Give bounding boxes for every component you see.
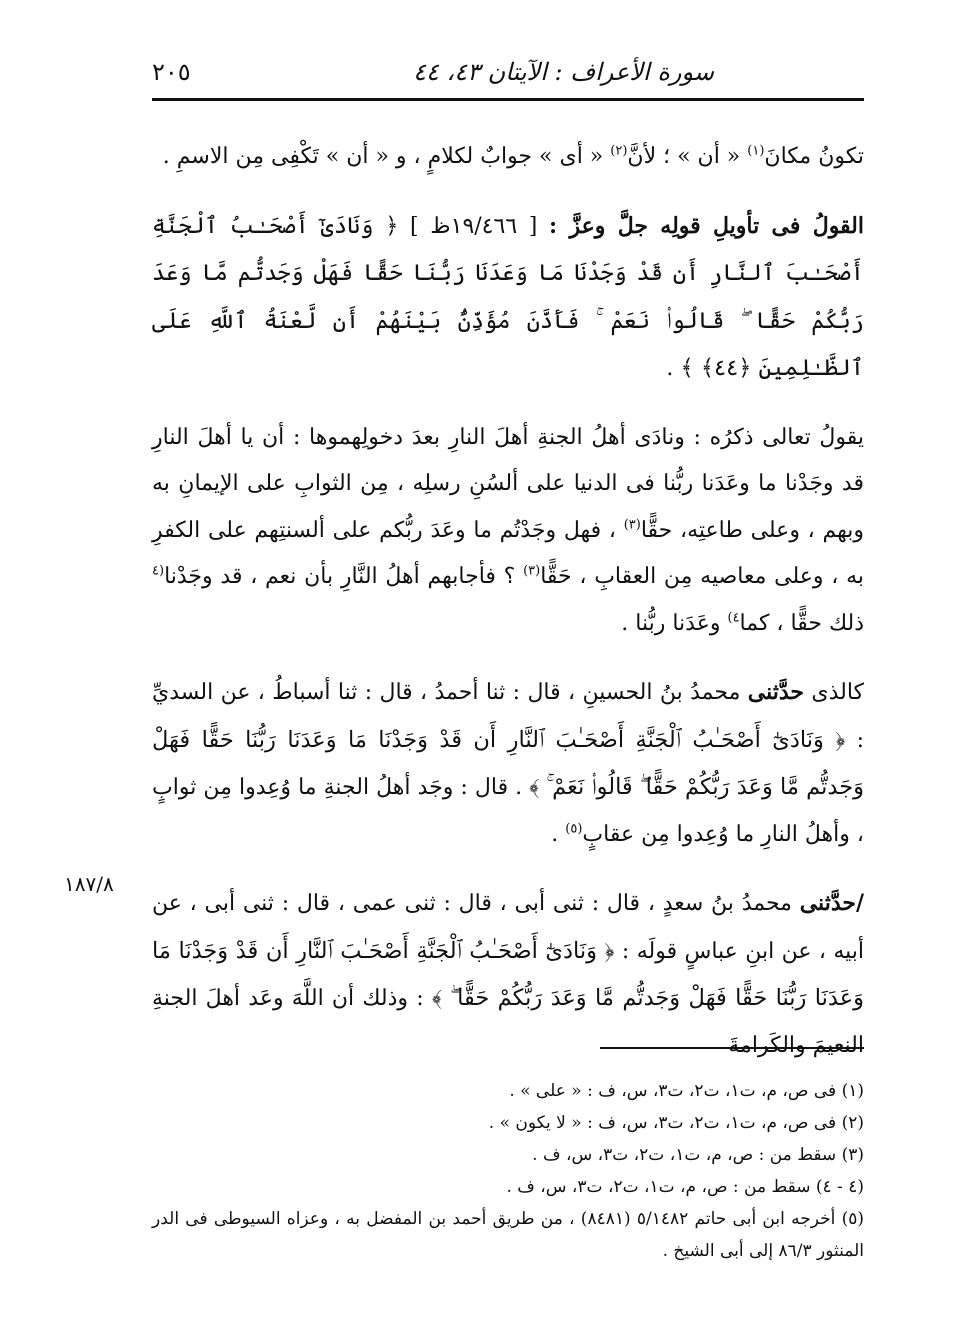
footnote-4: (٤ - ٤) سقط من : ص، م، ت١، ت٢، ت٣، س، ف .	[506, 1177, 864, 1197]
text-run: يقولُ تعالى ذكرُه : ونادَى أهلُ الجنةِ أهلَ النارِ بعدَ دخولِهموها : أن يا أهلَ النارِ قد وجَدْنا ما وعَدَنا ربُّنا فى الدنيا على ألسُنِ رسلِه ، مِن الثوابِ على الإيمانِ به وبهم ، وعلى طاعتِه، حقًّا	[152, 424, 865, 543]
text-run: . قال : وجَد أهلُ الجنةِ ما وُعِدوا مِن ثوابٍ ، وأهلُ النارِ ما وُعِدوا مِن عقابٍ	[152, 775, 864, 847]
quran-verse: ﴿ وَنَادَىٰٓ أَصْحَـٰبُ ٱلْجَنَّةِ أَصْحَـٰبَ ٱلنَّارِ أَن قَدْ وَجَدْنَا مَا وَعَدَنَا رَبُّنَا حَقًّا فَهَلْ وَجَدتُّم مَّا وَعَدَ رَبُّكُمْ حَقًّا ۖ قَالُوا۟ نَعَمْ ۚ ﴾	[152, 726, 864, 800]
footnote-3: (٣) سقط من : ص، م، ت١، ت٢، ت٣، س، ف .	[532, 1145, 864, 1165]
text-run: محمدُ بنُ سعدٍ ، قال : ثنى أبى ، قال : ثنى عمى ، قال : ثنى أبى ، عن أبيه ، عن ابنِ عباسٍ قولَه :	[152, 891, 864, 964]
footnote-ref: (٤	[152, 563, 165, 579]
footnote-ref: ٤)	[727, 610, 740, 626]
text-run: ذلك حقًّا ، كما	[739, 610, 864, 636]
text-run: محمدُ بنُ الحسينِ ، قال : ثنا أحمدُ ، قال : ثنا أسباطُ ، عن السديِّ :	[152, 680, 864, 753]
footnote-ref: (٢)	[610, 143, 628, 159]
margin-page-marker: ١٨٧/٨	[64, 872, 114, 896]
text-run: ، فهل وجَدْتُم ما وعَدَ ربُّكم على ألسنتِهم على الكفرِ به ، وعلى معاصيه مِن العقابِ ، حَقًّا	[152, 517, 864, 589]
text-run: تكونُ مكانَ	[764, 144, 864, 169]
paragraph-2	[152, 203, 864, 393]
running-header	[152, 52, 864, 101]
paragraph-4	[152, 669, 864, 858]
paragraph-3	[152, 415, 864, 648]
text-run: « أن » ؛ لأنَّ	[627, 144, 741, 169]
main-text	[152, 134, 864, 1069]
footnote-1: (١) فى ص، م، ت١، ت٢، ت٣، س، ف : « على » .	[509, 1081, 864, 1101]
footnote-2: (٢) فى ص، م، ت١، ت٢، ت٣، س، ف : « لا يكون » .	[488, 1113, 864, 1133]
footnotes	[152, 1075, 864, 1267]
isnad-keyword: حدَّثنى	[747, 679, 804, 705]
text-run: ؟ فأجابهم أهلُ النَّارِ بأن نعم ، قد وجَدْنا	[164, 564, 516, 589]
quran-verse: ﴿ وَنَادَىٰٓ أَصْحَـٰبُ ٱلْجَنَّةِ أَصْحَـٰبَ ٱلنَّارِ أَن قَدْ وَجَدْنَا مَا وَعَدَنَا رَبُّنَا حَقًّا فَهَلْ وَجَدتُّم مَّا وَعَدَ رَبُّكُمْ حَقًّا ۖ ﴾	[152, 937, 864, 1011]
footnote-divider	[600, 1047, 864, 1049]
manuscript-ref: [ ١٩/٤٦٦ظ ]	[410, 213, 538, 239]
footnote-ref: (٥)	[565, 821, 583, 837]
footnote-ref: (٣)	[623, 517, 641, 533]
text-run: « أى » جوابٌ لكلامٍ ، و « أن » تَكْفِى مِن الاسمِ .	[162, 144, 604, 169]
text-run: .	[551, 821, 559, 847]
page-number: ٢٠٥	[152, 58, 191, 86]
text-run: كالذى	[811, 680, 865, 705]
footnote-ref: (٣)	[523, 563, 541, 579]
footnote-ref: (١)	[747, 143, 765, 159]
quran-verse: ﴿ وَنَادَىٰٓ أَصْحَـٰبُ ٱلْجَنَّةِ أَصْحَـٰبَ ٱلنَّارِ أَن قَدْ وَجَدْنَا مَا وَعَدَنَا رَبُّنَا حَقًّا فَهَلْ وَجَدتُّم مَّا وَعَدَ رَبُّكُمْ حَقًّا ۖ قَالُوا۟ نَعَمْ ۚ فَأَذَّنَ مُؤَذِّنٌۢ بَيْنَهُمْ أَن لَّعْنَةُ ٱللَّهِ عَلَى ٱلظَّـٰلِمِينَ ﴿٤٤﴾ ﴾ .	[152, 212, 864, 381]
section-heading: القولُ فى تأويلِ قولِه جلَّ وعزَّ :	[549, 212, 865, 239]
paragraph-5	[152, 880, 864, 1069]
paragraph-1	[152, 134, 864, 181]
text-run: : وذلك أن اللَّهَ وعَد أهلَ الجنةِ النعيمَ والكَرامةَ	[152, 986, 864, 1058]
isnad-keyword: /حدَّثنى	[799, 890, 864, 916]
running-title: سورة الأعراف : الآيتان ٤٣، ٤٤	[413, 58, 714, 86]
text-run: وعَدَنا ربُّنا .	[621, 610, 721, 636]
footnote-5: (٥) أخرجه ابن أبى حاتم ٥/١٤٨٢ (٨٤٨١) ، من طريق أحمد بن المفضل به ، وعزاه السيوطى فى الدر المنثور ٨٦/٣ إلى أبى الشيخ .	[152, 1209, 864, 1261]
